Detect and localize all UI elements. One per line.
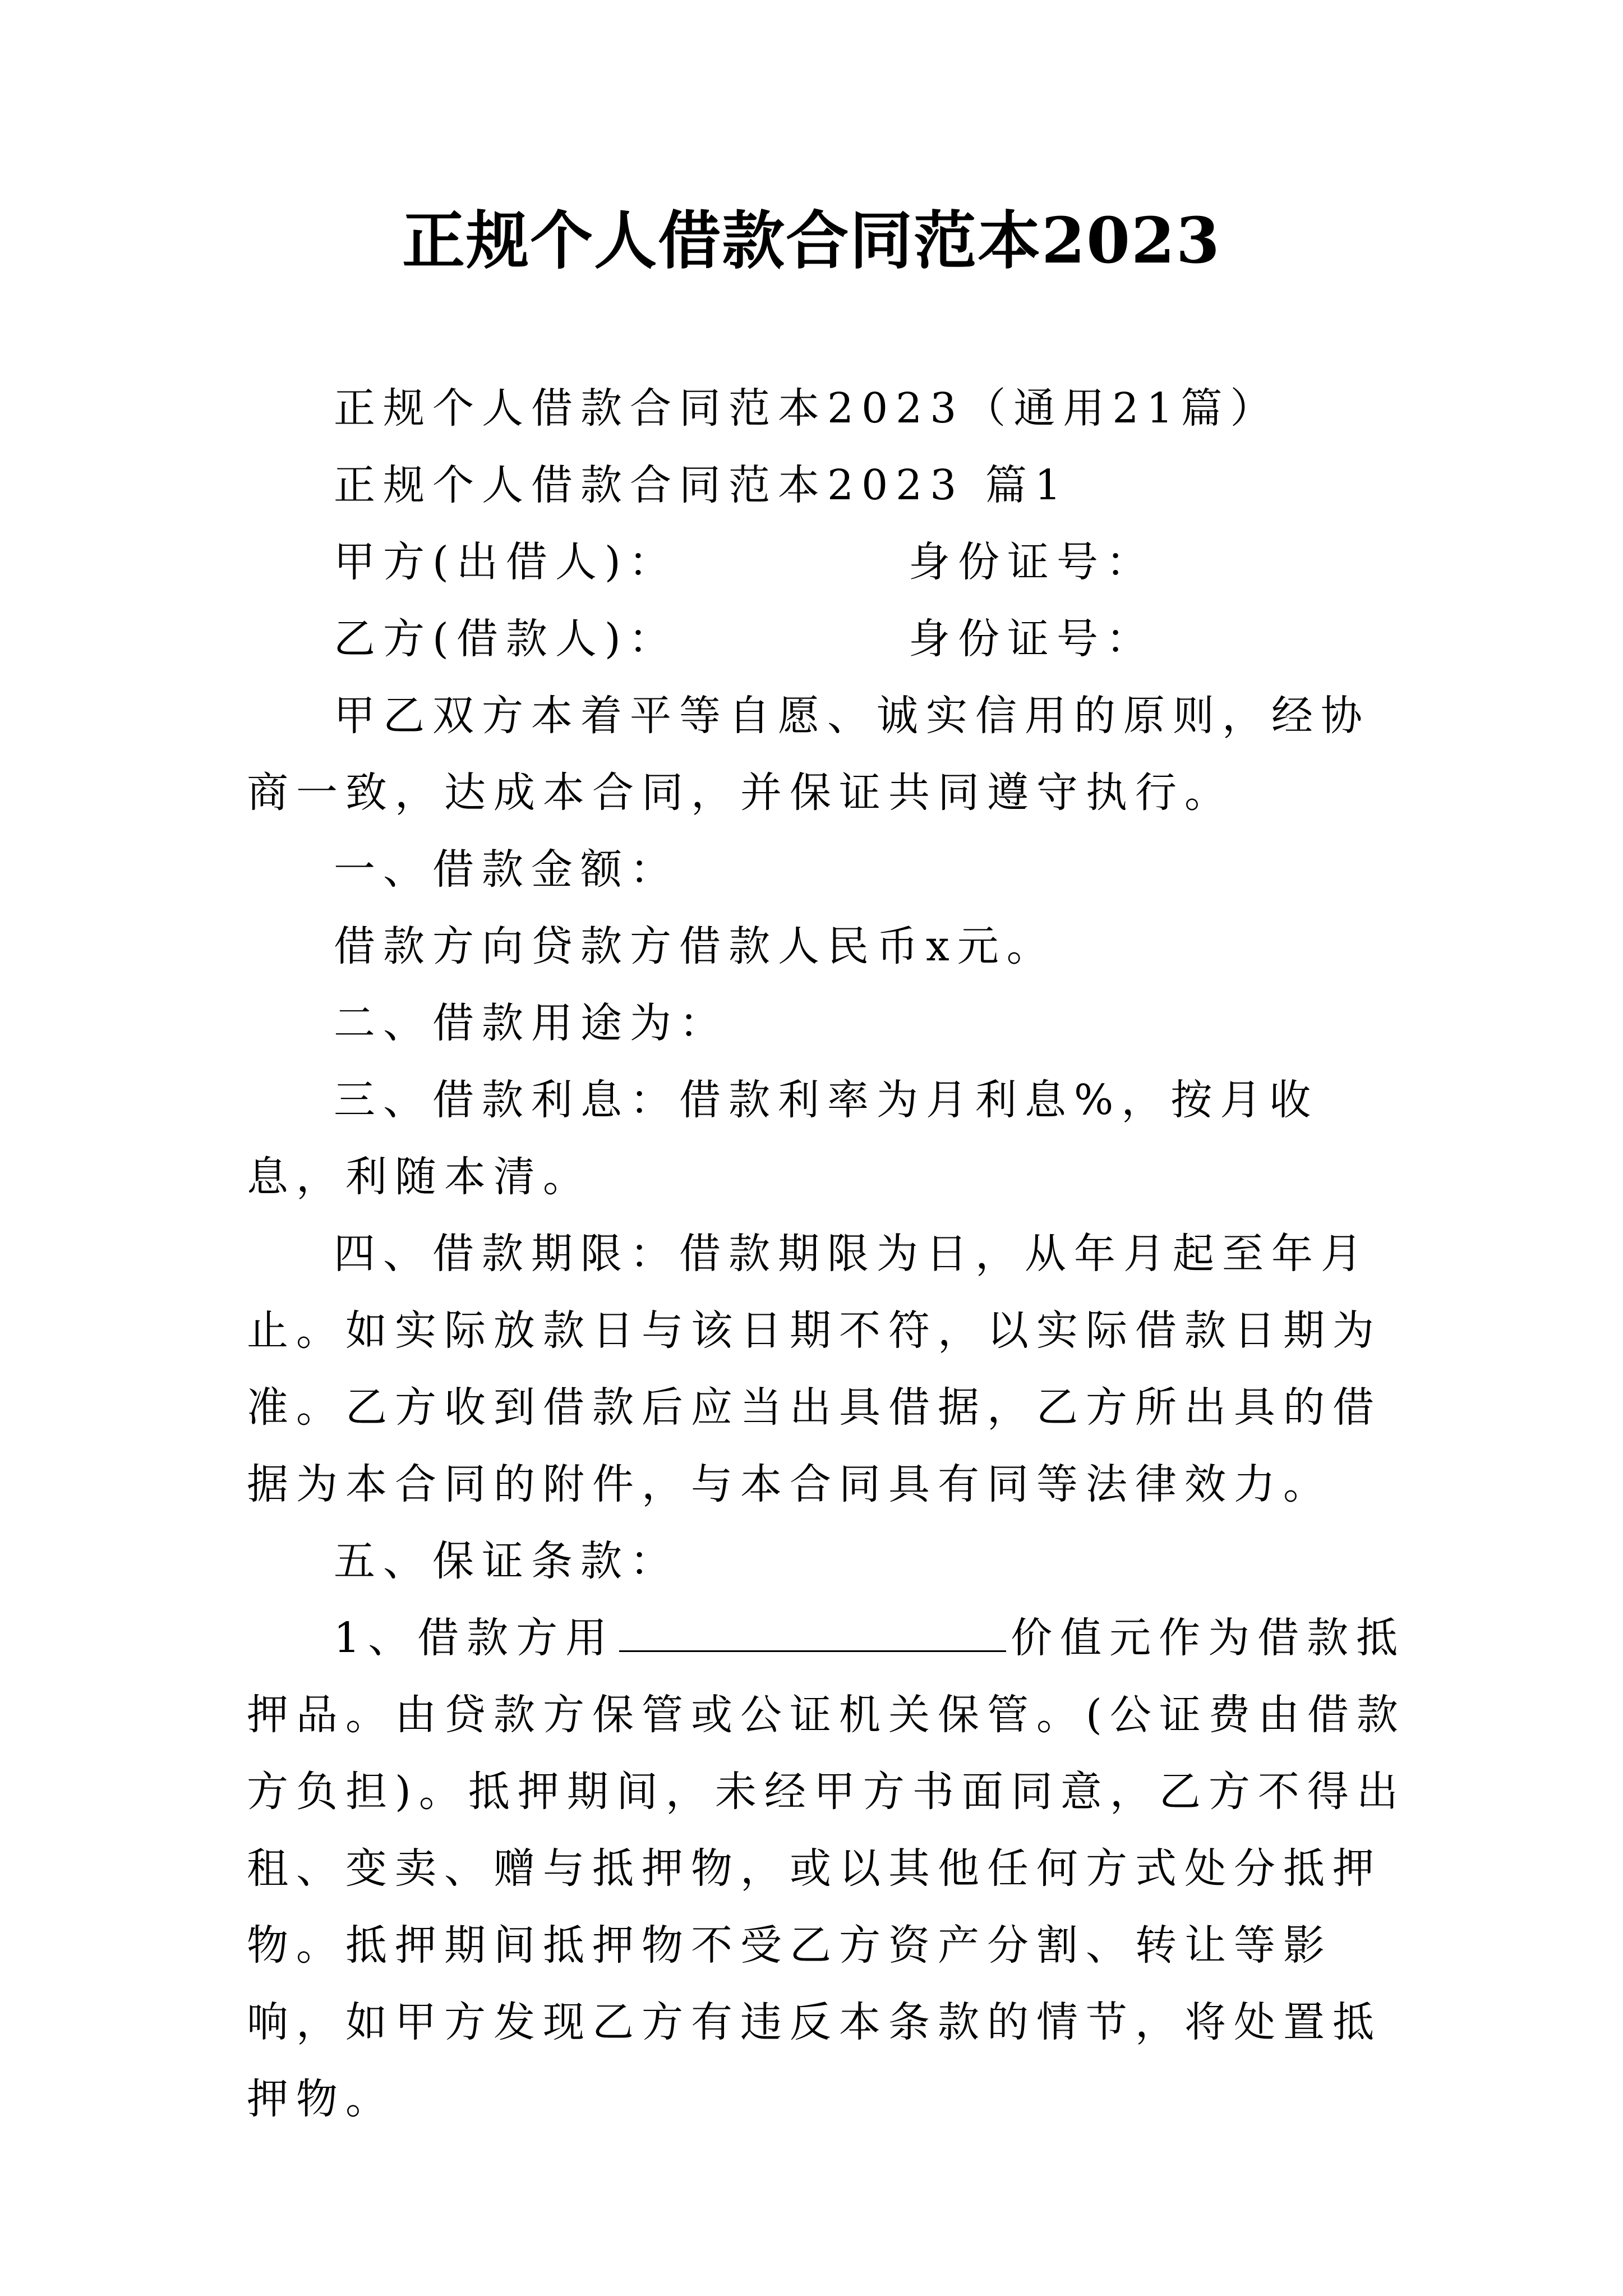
clause-5-1-prefix: 1、借款方用 <box>334 1614 615 1662</box>
clause-2-heading: 二、借款用途为： <box>334 999 728 1047</box>
clause-5-heading: 五、保证条款： <box>334 1537 679 1585</box>
clause-1-text: 借款方向贷款方借款人民币x元。 <box>334 922 1056 970</box>
party-b-id-label: 身份证号： <box>909 615 1155 663</box>
party-a-label: 甲方(出借人)： <box>334 538 678 586</box>
clause-1-heading: 一、借款金额： <box>334 845 679 894</box>
clause-3-paragraph: 三、借款利息：借款利率为月利息%，按月收息，利随本清。 <box>247 1076 1319 1201</box>
document-subtitle: 正规个人借款合同范本2023（通用21篇） <box>334 384 1280 432</box>
document-body <box>247 370 1413 2138</box>
document-title: 正规个人借款合同范本2023 <box>402 204 1221 278</box>
preamble-paragraph: 甲乙双方本着平等自愿、诚实信用的原则，经协商一致，达成本合同，并保证共同遵守执行。 <box>247 692 1370 817</box>
party-a-line <box>247 524 1413 601</box>
section-heading: 正规个人借款合同范本2023 篇1 <box>334 461 1069 509</box>
party-b-line <box>247 601 1413 678</box>
fill-in-blank-line <box>619 1605 1006 1652</box>
party-a-id-label: 身份证号： <box>909 538 1155 586</box>
clause-5-1-paragraph <box>247 1600 1413 2138</box>
clause-4-paragraph: 四、借款期限：借款期限为日，从年月起至年月止。如实际放款日与该日期不符，以实际借款日期为准。乙方收到借款后应当出具借据，乙方所出具的借据为本合同的附件，与本合同具有同等法律效力。 <box>247 1230 1382 1508</box>
clause-5-1-rest: 价值元作为借款抵押品。由贷款方保管或公证机关保管。(公证费由借款方负担)。抵押期间，未经甲方书面同意，乙方不得出租、变卖、赠与抵押物，或以其他任何方式处分抵押物。抵押期间抵押物不受乙方资产分割、转让等影响，如甲方发现乙方有违反本条款的情节，将处置抵押物。 <box>247 1614 1406 2123</box>
party-b-label: 乙方(借款人)： <box>334 615 678 663</box>
